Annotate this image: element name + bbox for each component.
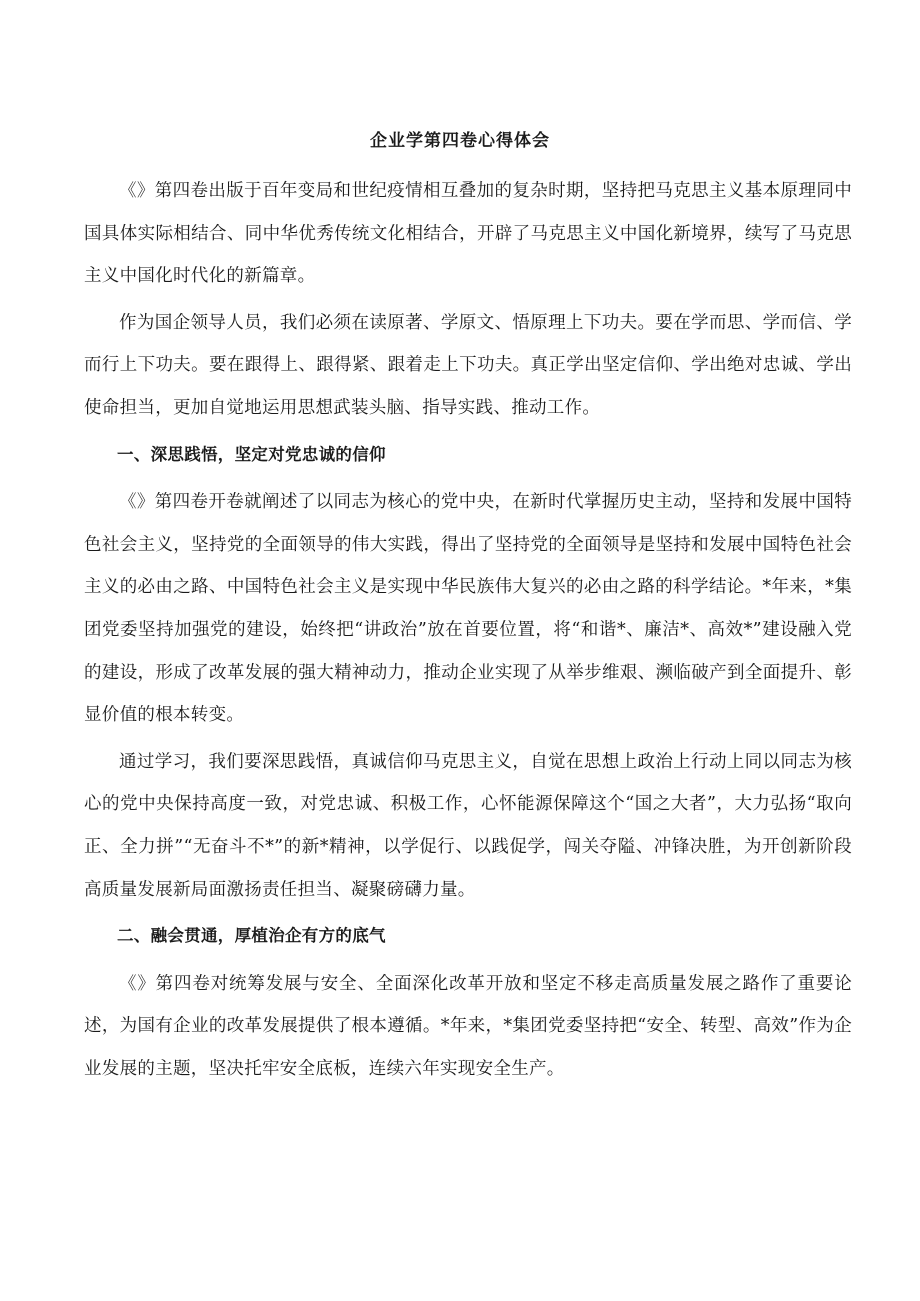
intro-paragraph-1: 《》第四卷出版于百年变局和世纪疫情相互叠加的复杂时期，坚持把马克思主义基本原理同中国具体实际相结合、同中华优秀传统文化相结合，开辟了马克思主义中国化新境界，续写了马克思主义中国化时代化的新篇章。 <box>84 181 852 287</box>
section-2-heading: 二、融会贯通，厚植治企有方的底气 <box>117 926 386 946</box>
document-body <box>84 170 852 1094</box>
section-1-heading: 一、深思践悟，坚定对党忠诚的信仰 <box>117 444 386 464</box>
document-title: 企业学第四卷心得体会 <box>370 131 550 151</box>
section-1-paragraph-2: 通过学习，我们要深思践悟，真诚信仰马克思主义，自觉在思想上政治上行动上同以同志为核心的党中央保持高度一致，对党忠诚、积极工作，心怀能源保障这个“国之大者”，大力弘扬“取向正、全力拼”“无奋斗不*”的新*精神，以学促行、以践促学，闯关夺隘、冲锋决胜，为开创新阶段高质量发展新局面激扬责任担当、凝聚磅礴力量。 <box>84 751 852 900</box>
intro-paragraph-2: 作为国企领导人员，我们必须在读原著、学原文、悟原理上下功夫。要在学而思、学而信、学而行上下功夫。要在跟得上、跟得紧、跟着走上下功夫。真正学出坚定信仰、学出绝对忠诚、学出使命担当，更加自觉地运用思想武装头脑、指导实践、推动工作。 <box>84 312 852 418</box>
section-1-paragraph-1: 《》第四卷开卷就阐述了以同志为核心的党中央，在新时代掌握历史主动，坚持和发展中国特色社会主义，坚持党的全面领导的伟大实践，得出了坚持党的全面领导是坚持和发展中国特色社会主义的必由之路、中国特色社会主义是实现中华民族伟大复兴的必由之路的科学结论。*年来，*集团党委坚持加强党的建设，始终把“讲政治”放在首要位置，将“和谐*、廉洁*、高效*”建设融入党的建设，形成了改革发展的强大精神动力，推动企业实现了从举步维艰、濒临破产到全面提升、彰显价值的根本转变。 <box>84 492 852 726</box>
section-2-paragraph-1: 《》第四卷对统筹发展与安全、全面深化改革开放和坚定不移走高质量发展之路作了重要论述，为国有企业的改革发展提供了根本遵循。*年来，*集团党委坚持把“安全、转型、高效”作为企业发展的主题，坚决托牢安全底板，连续六年实现安全生产。 <box>84 973 852 1079</box>
